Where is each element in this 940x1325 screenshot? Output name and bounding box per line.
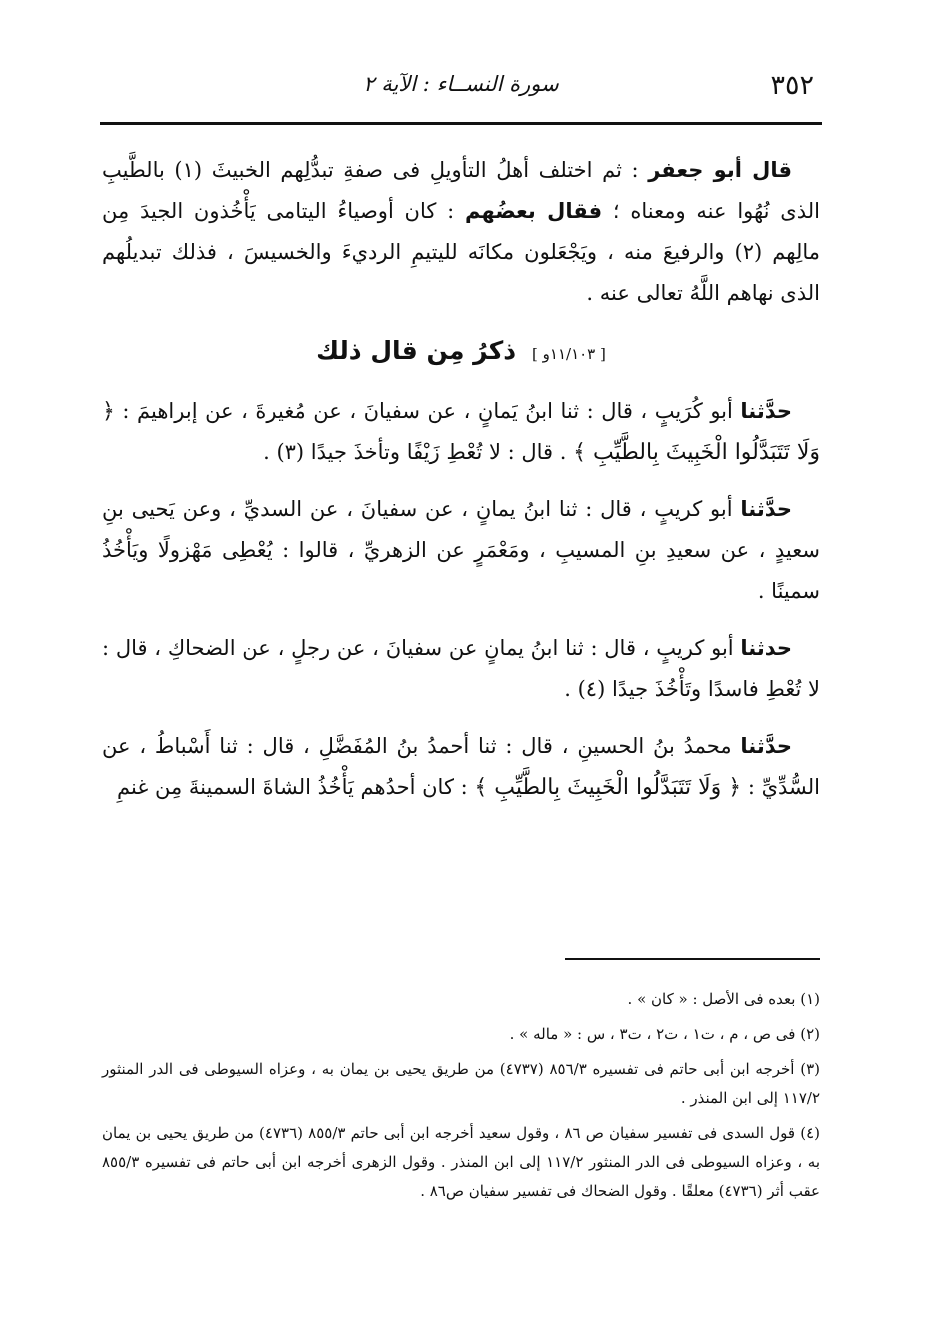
- narration-text: أبو كُرَيبٍ ، قال : ثنا ابنُ يَمانٍ ، عن سفيانَ ، عن مُغيرةَ ، عن إبراهيمَ :: [114, 399, 741, 423]
- footnote: (٤) قول السدى فى تفسير سفيان ص ٨٦ ، وقول سعيد أخرجه ابن أبى حاتم ٨٥٥/٣ (٤٧٣٦) من طريق يحيى بن يمان به ، وعزاه السيوطى فى الدر المنثور ١١٧/٢ إلى ابن المنذر . وقول الزهرى أخرجه ابن أبى حاتم فى تفسيره ٨٥٥/٣ عقب أثر (٤٧٣٦) معلقًا . وقول الضحاك فى تفسير سفيان ص٨٦ .: [102, 1124, 821, 1200]
- folio-marker: [ ١١/١٠٣و ]: [532, 345, 606, 363]
- narration-lead: حدَّثنا: [740, 497, 792, 521]
- footnote: (٣) أخرجه ابن أبى حاتم فى تفسيره ٨٥٦/٣ (٤٧٣٧) من طريق يحيى بن يمان به ، وعزاه السيوطى فى الدر المنثور ١١٧/٢ إلى ابن المنذر .: [102, 1060, 821, 1107]
- narration: [102, 489, 820, 612]
- narration-text: أبو كريبٍ ، قال : ثنا ابنُ يمانٍ ، عن سفيانَ ، عن السديِّ ، وعن يَحيى بنِ سعيدٍ ، عن سعيدِ بنِ المسيبِ ، ومَعْمَرٍ عن الزهريِّ ، قالوا : يُعْطِى مَهْزولًا ويَأْخُذُ سمينًا .: [102, 497, 820, 603]
- footnote: (١) بعده فى الأصل : « كان » .: [627, 990, 820, 1008]
- narration-text: : كان أحدُهم يَأْخُذُ الشاةَ السمينةَ مِن غنمِ: [117, 775, 475, 799]
- paragraph-text: : كان أوصياءُ اليتامى يَأْخُذون الجيدَ مِن مالِهم (٢) والرفيعَ منه ، ويَجْعَلون مكانَه لليتيمِ الرديءَ والخسيسَ ، فذلك تبديلُهم الذى نهاهم اللَّهُ تعالى عنه .: [102, 199, 820, 305]
- paragraph: [102, 150, 820, 314]
- narration: [102, 726, 820, 808]
- narration-lead: حدثنا: [740, 636, 792, 660]
- quran-verse: ﴿ وَلَا تَتَبَدَّلُوا الْخَبِيثَ بِالطَّيِّبِ ﴾: [474, 775, 742, 800]
- footnotes: [102, 985, 820, 1212]
- paragraph-text: : ثم اختلف أهلُ التأويلِ فى صفةِ تبدُّلِهم الخبيثَ (١) بالطَّيبِ الذى نُهُوا عنه ومعناه ؛: [102, 158, 820, 223]
- page-number: ٣٥٢: [770, 70, 814, 101]
- section-heading: [102, 330, 820, 375]
- paragraph-lead: قال أبو جعفر: [648, 158, 792, 182]
- narration-lead: حدَّثنا: [740, 734, 792, 758]
- narration-text: أبو كريبٍ ، قال : ثنا ابنُ يمانٍ عن سفيانَ ، عن رجلٍ ، عن الضحاكِ ، قال : لا تُعْطِ فاسدًا وتَأْخُذَ جيدًا (٤) .: [102, 636, 820, 701]
- paragraph-lead: فقال بعضُهم: [465, 199, 603, 223]
- narration-text: . قال : لا تُعْطِ زَيْفًا وتأخذَ جيدًا (٣) .: [263, 440, 574, 464]
- section-title: ذكرُ مِن قال ذلك: [316, 336, 517, 365]
- quran-verse: ﴿ وَلَا تَتَبَدَّلُوا الْخَبِيثَ بِالطَّيِّبِ ﴾: [102, 399, 820, 465]
- narration-lead: حدَّثنا: [740, 399, 792, 423]
- narration-text: محمدُ بنُ الحسينِ ، قال : ثنا أحمدُ بنُ المُفَضَّلِ ، قال : ثنا أَسْباطُ ، عن السُّدِّيِّ :: [102, 734, 820, 799]
- footnote-rule: [565, 958, 820, 960]
- running-title: سورة النســاء : الآية ٢: [363, 72, 559, 96]
- page-header: [100, 62, 822, 112]
- narration: [102, 628, 820, 710]
- main-text: [102, 150, 820, 824]
- header-rule: [100, 122, 822, 125]
- footnote: (٢) فى ص ، م ، ت١ ، ت٢ ، ت٣ ، س : « ماله » .: [509, 1025, 820, 1043]
- narration: [102, 391, 820, 473]
